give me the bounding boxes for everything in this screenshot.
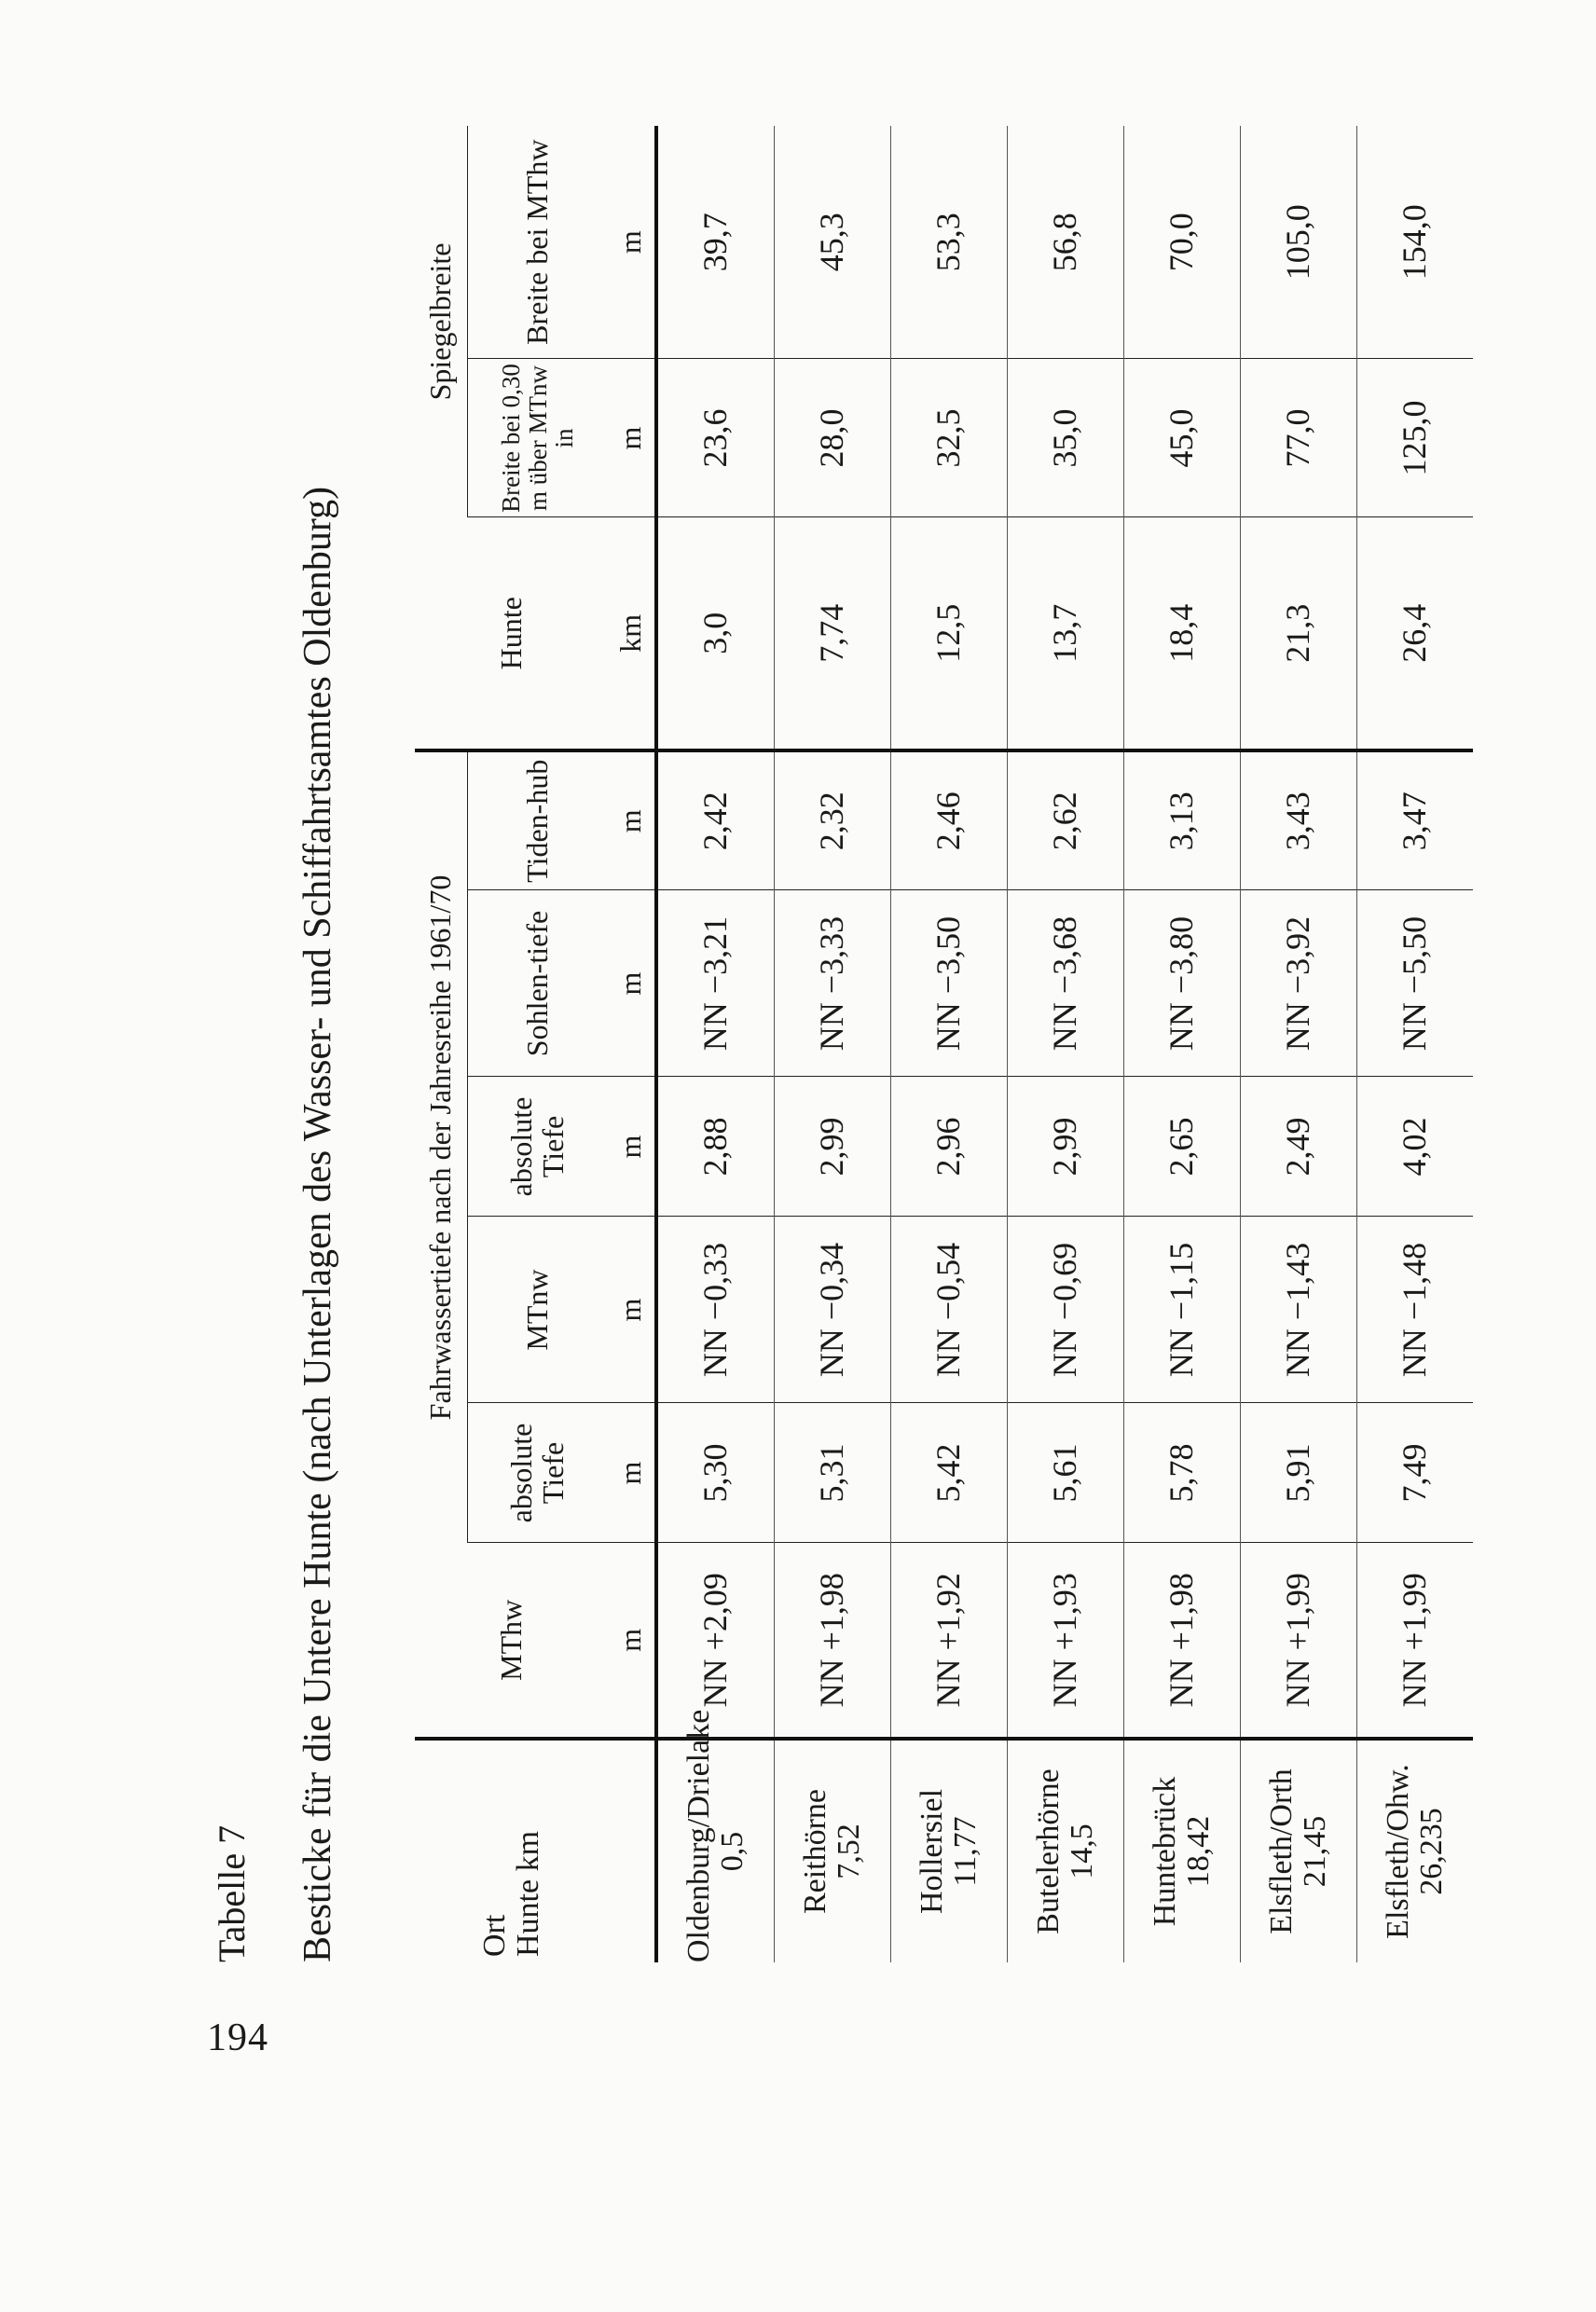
cell-abs1: 5,31	[775, 1403, 891, 1543]
cell-abs1: 5,30	[656, 1403, 775, 1543]
cell-mtnw: NN −0,34	[775, 1217, 891, 1403]
cell-abs2: 2,96	[891, 1077, 1008, 1217]
header-fahrwassertiefe: Fahrwassertiefe nach der Jahresreihe 1961/70	[415, 750, 468, 1543]
cell-ort	[1124, 1739, 1241, 1962]
cell-mthw: NN +1,98	[1124, 1543, 1241, 1739]
cell-breite2: 56,8	[1008, 126, 1124, 359]
cell-hunte: 18,4	[1124, 517, 1241, 750]
table-body	[656, 126, 1473, 1962]
ort-km: 14,5	[1065, 1823, 1099, 1879]
table-row	[1357, 126, 1474, 1962]
cell-sohle: NN −3,68	[1008, 890, 1124, 1077]
cell-abs2: 2,99	[775, 1077, 891, 1217]
unit-ort	[608, 1739, 656, 1962]
header-ort-label: Ort	[476, 1914, 512, 1957]
cell-mthw: NN +1,93	[1008, 1543, 1124, 1739]
cell-breite2: 53,3	[891, 126, 1008, 359]
cell-breite1: 77,0	[1241, 359, 1357, 517]
cell-tidenhub: 3,43	[1241, 750, 1357, 890]
rotated-page-content	[210, 0, 1468, 2018]
header-hunte-km-label: Hunte km	[510, 1830, 545, 1957]
cell-tidenhub: 3,13	[1124, 750, 1241, 890]
cell-abs1: 5,78	[1124, 1403, 1241, 1543]
unit-abs2: m	[608, 1077, 656, 1217]
cell-sohle: NN −3,21	[656, 890, 775, 1077]
unit-breite2: m	[608, 126, 656, 359]
ort-name: Elsfleth/Orth	[1264, 1768, 1300, 1934]
table-row	[1241, 126, 1357, 1962]
header-sohlentiefe: Sohlen-tiefe	[468, 890, 609, 1077]
data-table	[415, 126, 1473, 1962]
cell-sohle: NN −3,80	[1124, 890, 1241, 1077]
cell-mthw: NN +1,98	[775, 1543, 891, 1739]
header-mthw: MThw	[415, 1543, 608, 1739]
ort-name: Hollersiel	[915, 1788, 950, 1915]
cell-abs1: 5,61	[1008, 1403, 1124, 1543]
cell-tidenhub: 2,62	[1008, 750, 1124, 890]
cell-mtnw: NN −1,15	[1124, 1217, 1241, 1403]
ort-km: 7,52	[832, 1823, 866, 1879]
cell-abs1: 5,91	[1241, 1403, 1357, 1543]
cell-ort	[891, 1739, 1008, 1962]
ort-km: 21,45	[1298, 1815, 1332, 1888]
header-spiegelbreite: Spiegelbreite	[415, 126, 468, 517]
cell-tidenhub: 2,42	[656, 750, 775, 890]
header-breite-bei: Breite bei 0,30 m über MTnw in	[468, 359, 609, 517]
cell-hunte: 26,4	[1357, 517, 1474, 750]
cell-tidenhub: 2,32	[775, 750, 891, 890]
ort-km: 26,235	[1414, 1808, 1449, 1895]
cell-sohle: NN −3,33	[775, 890, 891, 1077]
cell-mthw: NN +2,09	[656, 1543, 775, 1739]
cell-ort	[1357, 1739, 1474, 1962]
ort-km: 11,77	[948, 1816, 983, 1887]
cell-hunte: 13,7	[1008, 517, 1124, 750]
cell-mthw: NN +1,99	[1357, 1543, 1474, 1739]
table-row	[1008, 126, 1124, 1962]
page-number: 194	[207, 2016, 268, 2059]
cell-mtnw: NN −0,69	[1008, 1217, 1124, 1403]
ort-name: Huntebrück	[1148, 1776, 1183, 1927]
cell-abs1: 7,49	[1357, 1403, 1474, 1543]
cell-mtnw: NN −0,33	[656, 1217, 775, 1403]
ort-km: 18,42	[1181, 1815, 1216, 1888]
unit-sohle: m	[608, 890, 656, 1077]
ort-name: Oldenburg/Drielake	[681, 1709, 717, 1962]
header-absolute-tiefe-2: absolute Tiefe	[468, 1077, 609, 1217]
unit-mthw: m	[608, 1543, 656, 1739]
cell-mtnw: NN −0,54	[891, 1217, 1008, 1403]
cell-abs2: 4,02	[1357, 1077, 1474, 1217]
cell-mthw: NN +1,99	[1241, 1543, 1357, 1739]
cell-mtnw: NN −1,48	[1357, 1217, 1474, 1403]
ort-name: Reithörne	[798, 1788, 833, 1915]
cell-hunte: 3,0	[656, 517, 775, 750]
header-tidenhub: Tiden-hub	[468, 750, 609, 890]
cell-breite2: 105,0	[1241, 126, 1357, 359]
cell-breite2: 70,0	[1124, 126, 1241, 359]
cell-breite1: 32,5	[891, 359, 1008, 517]
cell-sohle: NN −3,50	[891, 890, 1008, 1077]
table-row	[656, 126, 775, 1962]
unit-breite1: m	[608, 359, 656, 517]
cell-breite1: 35,0	[1008, 359, 1124, 517]
unit-mtnw: m	[608, 1217, 656, 1403]
ort-name: Elsfleth/Ohw.	[1381, 1764, 1416, 1939]
cell-abs2: 2,88	[656, 1077, 775, 1217]
cell-breite2: 39,7	[656, 126, 775, 359]
cell-hunte: 21,3	[1241, 517, 1357, 750]
ort-km: 0,5	[715, 1831, 750, 1872]
unit-abs1: m	[608, 1403, 656, 1543]
cell-sohle: NN −3,92	[1241, 890, 1357, 1077]
cell-abs2: 2,49	[1241, 1077, 1357, 1217]
table-row	[891, 126, 1008, 1962]
header-breite-mthw: Breite bei MThw	[468, 126, 609, 359]
unit-hunte: km	[608, 517, 656, 750]
cell-ort	[1241, 1739, 1357, 1962]
header-hunte: Hunte	[415, 517, 608, 750]
cell-mthw: NN +1,92	[891, 1543, 1008, 1739]
table-caption: Besticke für die Untere Hunte (nach Unterlagen des Wasser- und Schiffahrtsamtes Oldenburg)	[296, 486, 339, 1962]
header-mtnw: MTnw	[468, 1217, 609, 1403]
cell-mtnw: NN −1,43	[1241, 1217, 1357, 1403]
cell-abs1: 5,42	[891, 1403, 1008, 1543]
cell-ort	[1008, 1739, 1124, 1962]
cell-breite2: 45,3	[775, 126, 891, 359]
header-absolute-tiefe-1: absolute Tiefe	[468, 1403, 609, 1543]
cell-breite2: 154,0	[1357, 126, 1474, 359]
cell-ort	[775, 1739, 891, 1962]
cell-hunte: 7,74	[775, 517, 891, 750]
cell-abs2: 2,99	[1008, 1077, 1124, 1217]
cell-tidenhub: 3,47	[1357, 750, 1474, 890]
cell-breite1: 23,6	[656, 359, 775, 517]
cell-breite1: 45,0	[1124, 359, 1241, 517]
cell-breite1: 125,0	[1357, 359, 1474, 517]
table-row	[1124, 126, 1241, 1962]
cell-sohle: NN −5,50	[1357, 890, 1474, 1077]
cell-hunte: 12,5	[891, 517, 1008, 750]
cell-tidenhub: 2,46	[891, 750, 1008, 890]
cell-abs2: 2,65	[1124, 1077, 1241, 1217]
header-ort	[415, 1739, 608, 1962]
cell-ort	[656, 1709, 775, 1962]
table-row	[775, 126, 891, 1962]
unit-tidenhub: m	[608, 750, 656, 890]
table-label: Tabelle 7	[211, 1824, 253, 1962]
ort-name: Butelerhörne	[1031, 1768, 1066, 1934]
cell-breite1: 28,0	[775, 359, 891, 517]
